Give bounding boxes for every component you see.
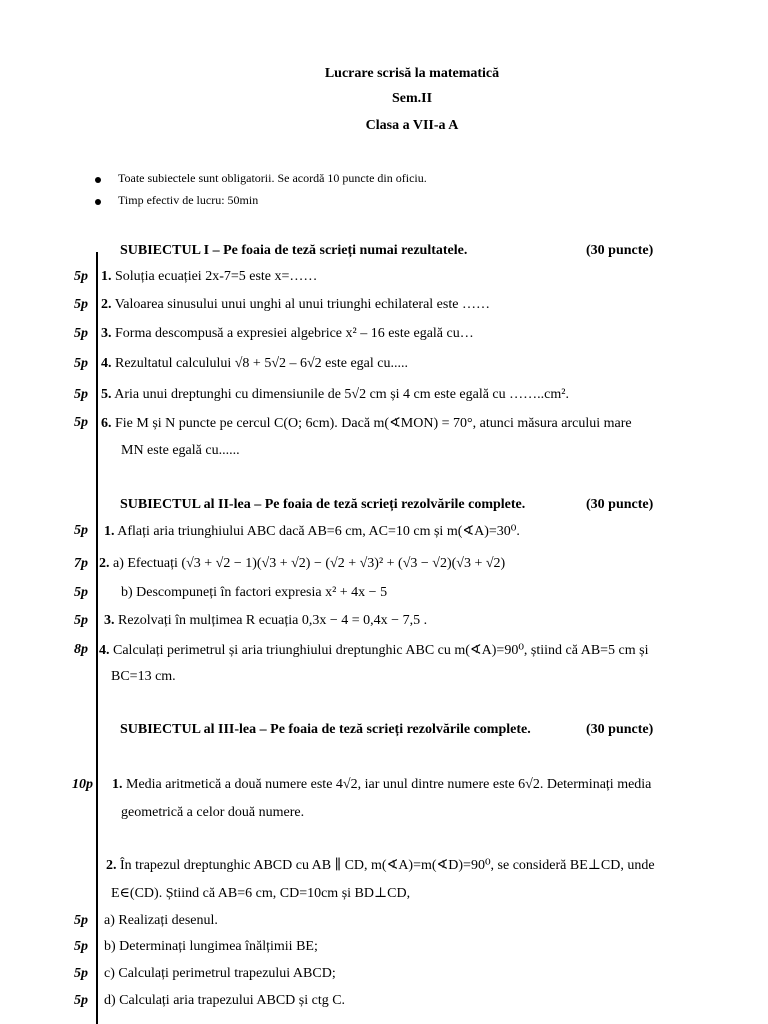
instruction-1: Toate subiectele sunt obligatorii. Se acordă 10 puncte din oficiu. bbox=[118, 171, 427, 185]
subject1-item-continuation: MN este egală cu...... bbox=[121, 443, 240, 458]
subject2-points: (30 puncte) bbox=[586, 497, 654, 512]
item-text: Media aritmetică a două numere este 4√2, iar unul dintre numere este 6√2. Determinați media bbox=[126, 777, 652, 792]
score: 10p bbox=[72, 777, 93, 792]
subject3-item: b) Determinați lungimea înălțimii BE; bbox=[104, 939, 318, 954]
score: 5p bbox=[74, 387, 88, 402]
subject3-item: c) Calculați perimetrul trapezului ABCD; bbox=[104, 966, 336, 981]
item-number: 2. bbox=[101, 297, 112, 312]
item-text: Rezultatul calculului √8 + 5√2 – 6√2 este egal cu..... bbox=[115, 356, 408, 371]
subject3-item: d) Calculați aria trapezului ABCD și ctg C. bbox=[104, 993, 346, 1008]
subject3-item: a) Realizați desenul. bbox=[104, 913, 218, 928]
subject1-points: (30 puncte) bbox=[586, 243, 654, 258]
score: 5p bbox=[74, 939, 88, 954]
subject1-item bbox=[101, 269, 317, 285]
subject3-heading: SUBIECTUL al III-lea – Pe foaia de teză scrieți rezolvările complete. bbox=[120, 722, 531, 737]
item-number: 4. bbox=[101, 356, 112, 371]
score: 5p bbox=[74, 269, 88, 284]
subject3-item-continuation: E∈(CD). Știind că AB=6 cm, CD=10cm și BD⊥CD, bbox=[111, 886, 411, 901]
bullet-icon bbox=[95, 199, 101, 205]
subject2-item bbox=[104, 613, 427, 629]
score: 5p bbox=[74, 356, 88, 371]
margin-line bbox=[96, 252, 98, 1024]
item-text: Rezolvați în mulțimea R ecuația 0,3x − 4 = 0,4x − 7,5 . bbox=[118, 613, 428, 628]
subject1-item bbox=[101, 326, 474, 342]
item-number: 3. bbox=[104, 613, 115, 628]
item-number: 1. bbox=[101, 269, 112, 284]
score: 5p bbox=[74, 523, 88, 538]
item-text: Fie M și N puncte pe cercul C(O; 6cm). Dacă m(∢MON) = 70°, atunci măsura arcului mare bbox=[115, 416, 632, 431]
score: 5p bbox=[74, 613, 88, 628]
subject1-item bbox=[101, 415, 632, 432]
score: 5p bbox=[74, 585, 88, 600]
subject3-item bbox=[112, 777, 651, 793]
subject1-item bbox=[101, 356, 408, 372]
item-number: 5. bbox=[101, 387, 112, 402]
item-text: a) Efectuați (√3 + √2 − 1)(√3 + √2) − (√2 + √3)² + (√3 − √2)(√3 + √2) bbox=[113, 556, 506, 571]
subject2-heading: SUBIECTUL al II-lea – Pe foaia de teză scrieți rezolvările complete. bbox=[120, 497, 526, 512]
subject2-item-continuation: BC=13 cm. bbox=[111, 669, 176, 684]
subject3-item bbox=[106, 857, 655, 874]
item-number: 2. bbox=[99, 556, 110, 571]
score: 5p bbox=[74, 966, 88, 981]
subject1-item bbox=[101, 387, 569, 403]
score: 8p bbox=[74, 642, 88, 657]
item-text: Aflați aria triunghiului ABC dacă AB=6 cm, AC=10 cm și m(∢A)=30⁰. bbox=[117, 524, 520, 539]
subject3-points: (30 puncte) bbox=[586, 722, 654, 737]
item-text: Soluția ecuației 2x-7=5 este x=…… bbox=[115, 269, 318, 284]
semester-label: Sem.II bbox=[391, 91, 433, 106]
subject1-heading: SUBIECTUL I – Pe foaia de teză scrieți numai rezultatele. bbox=[120, 243, 468, 258]
item-number: 6. bbox=[101, 416, 112, 431]
score: 5p bbox=[74, 297, 88, 312]
score: 5p bbox=[74, 913, 88, 928]
subject1-item bbox=[101, 297, 490, 313]
score: 5p bbox=[74, 326, 88, 341]
score: 5p bbox=[74, 415, 88, 430]
item-text: Forma descompusă a expresiei algebrice x² – 16 este egală cu… bbox=[115, 326, 474, 341]
class-label: Clasa a VII-a A bbox=[365, 118, 459, 133]
item-text: Aria unui dreptunghi cu dimensiunile de 5√2 cm și 4 cm este egală cu ……..cm². bbox=[114, 387, 569, 402]
item-number: 2. bbox=[106, 858, 117, 873]
item-text: Valoarea sinusului unui unghi al unui triunghi echilateral este …… bbox=[114, 297, 490, 312]
instruction-2: Timp efectiv de lucru: 50min bbox=[118, 193, 259, 207]
document-title: Lucrare scrisă la matematică bbox=[324, 66, 500, 81]
item-number: 3. bbox=[101, 326, 112, 341]
item-number: 1. bbox=[104, 524, 115, 539]
item-text: Calculați perimetrul și aria triunghiului dreptunghic ABC cu m(∢A)=90⁰, știind că AB=5 cm și bbox=[113, 643, 649, 658]
score: 5p bbox=[74, 993, 88, 1008]
subject2-item: b) Descompuneți în factori expresia x² + 4x − 5 bbox=[121, 585, 388, 600]
item-number: 4. bbox=[99, 643, 110, 658]
score: 7p bbox=[74, 556, 88, 571]
subject3-item-continuation: geometrică a celor două numere. bbox=[121, 805, 305, 820]
item-text: În trapezul dreptunghic ABCD cu AB ∥ CD, m(∢A)=m(∢D)=90⁰, se consideră BE⊥CD, unde bbox=[120, 858, 655, 873]
bullet-icon bbox=[95, 177, 101, 183]
subject2-item bbox=[99, 642, 649, 659]
subject2-item bbox=[104, 523, 520, 540]
subject2-item bbox=[99, 556, 505, 572]
item-number: 1. bbox=[112, 777, 123, 792]
